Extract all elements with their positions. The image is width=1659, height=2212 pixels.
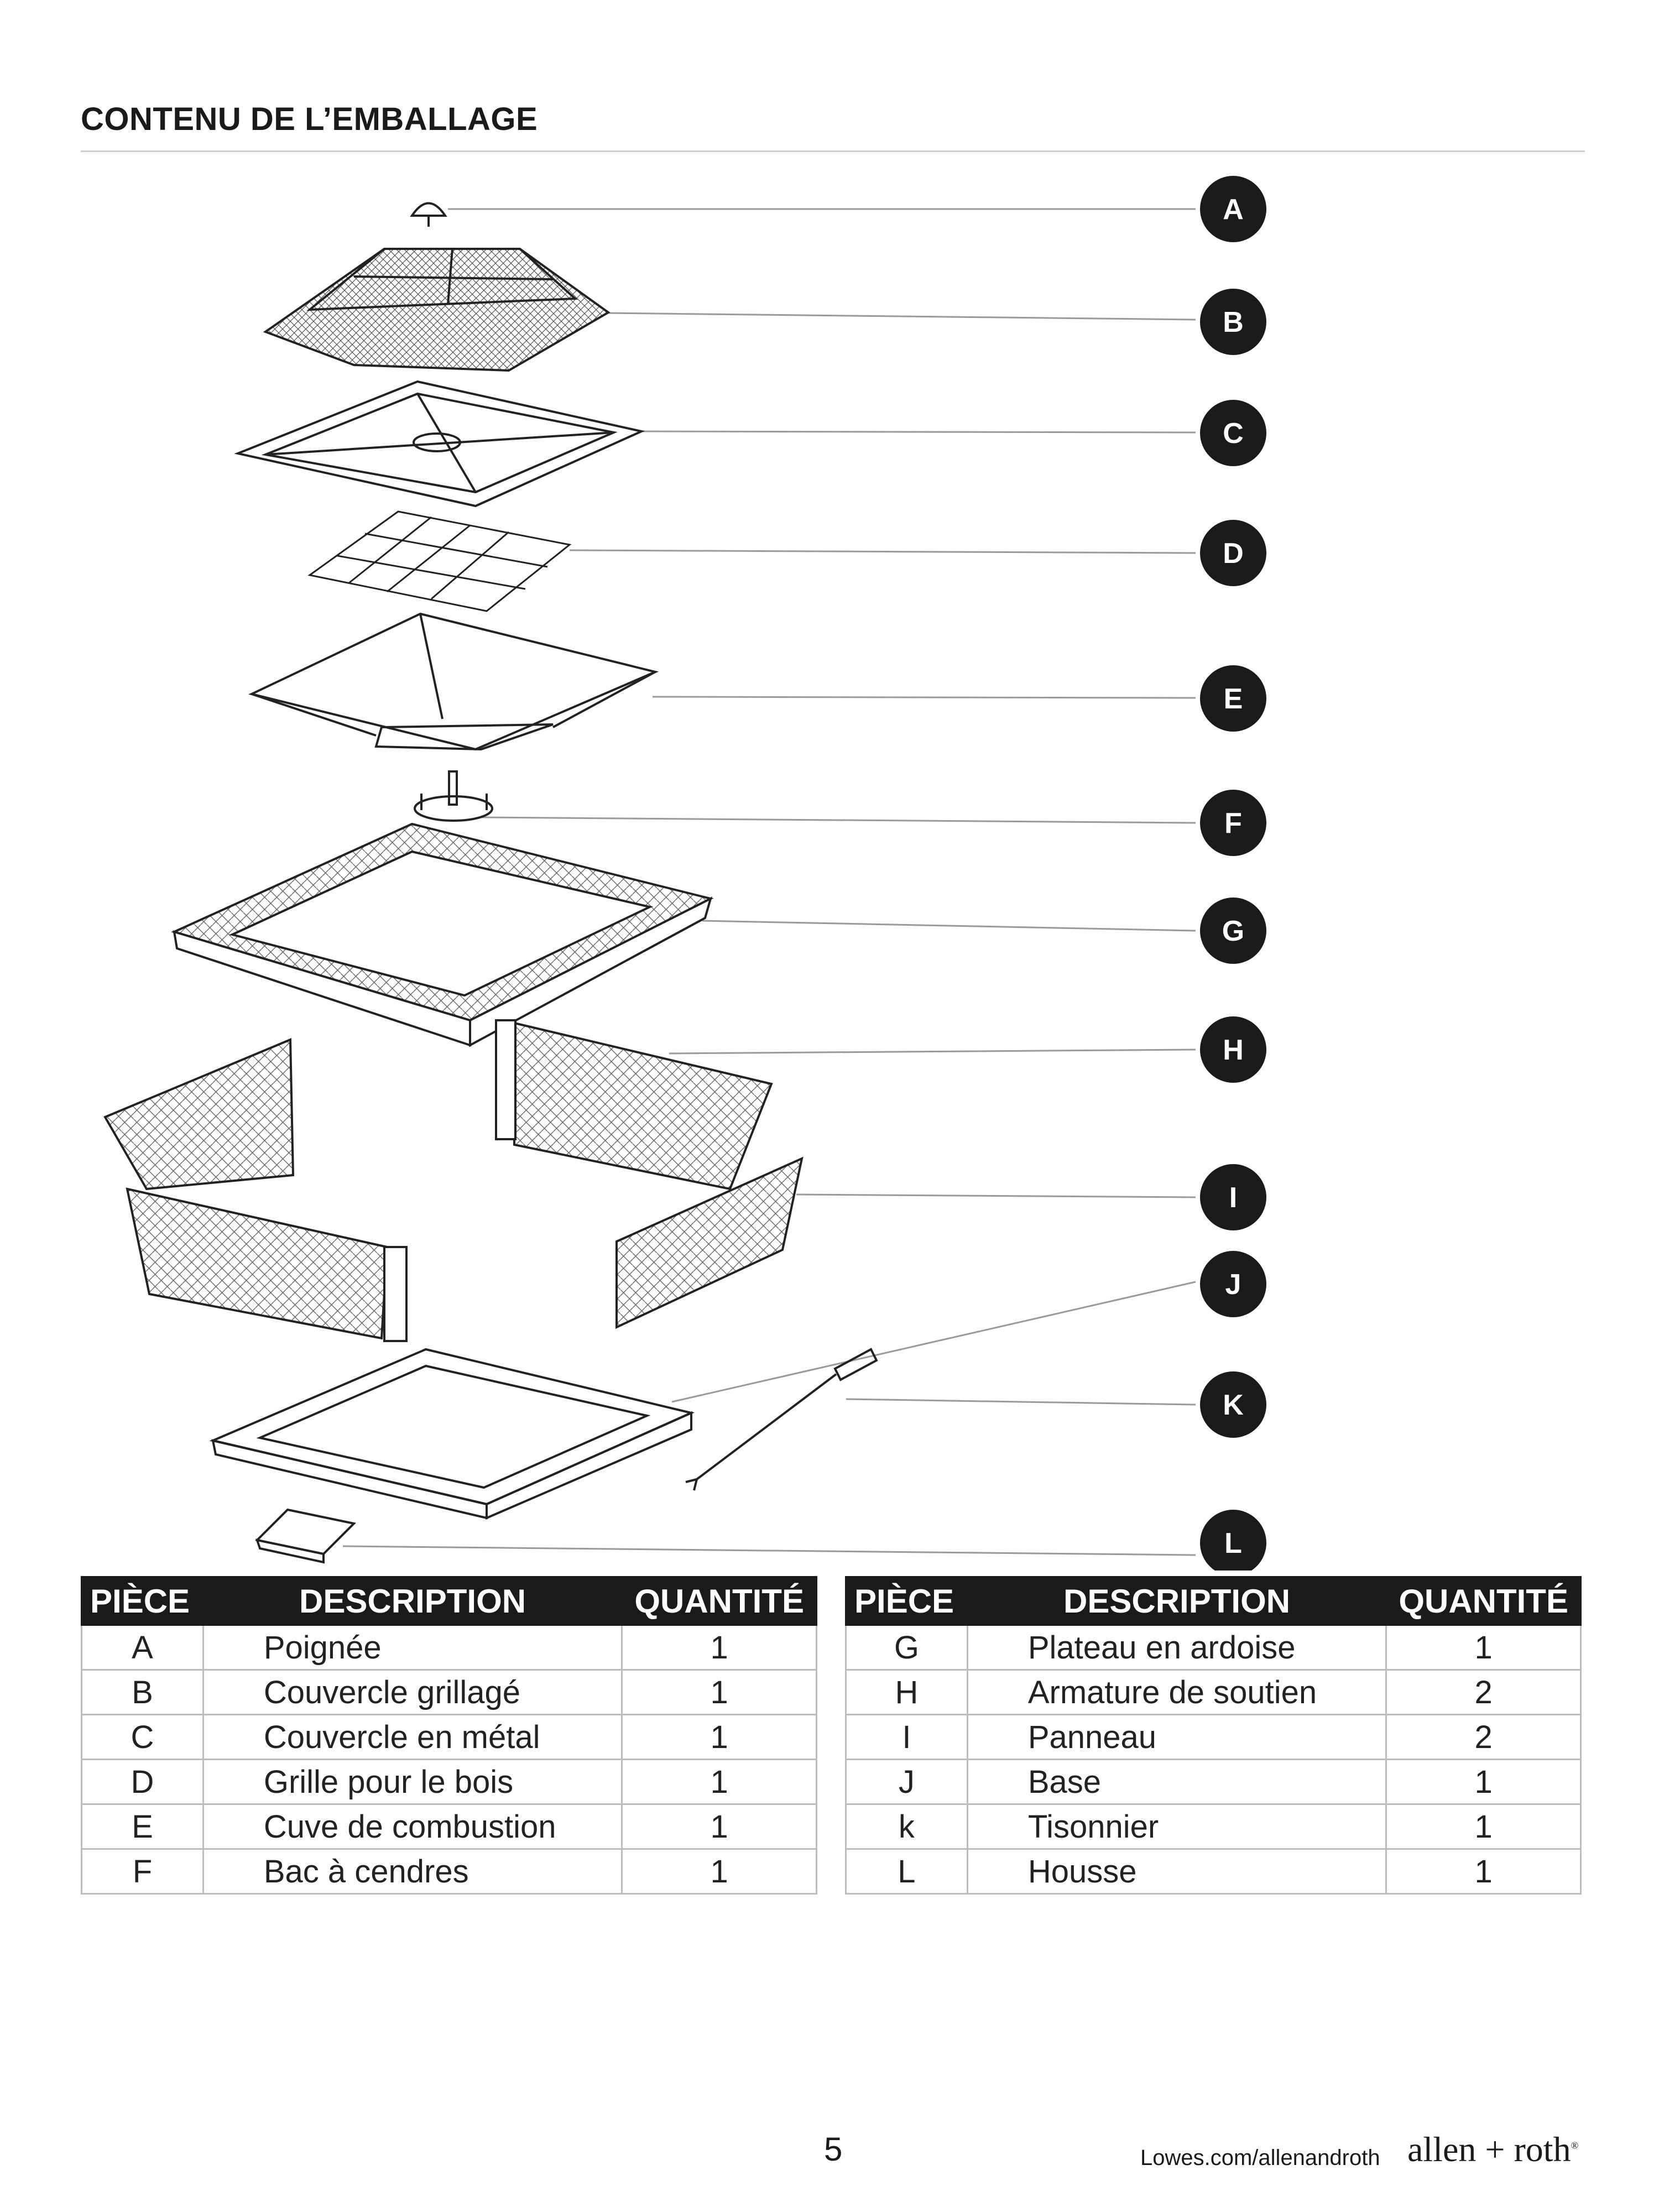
parts-table-left [81, 1576, 817, 1895]
exploded-parts-diagram [0, 166, 1659, 1571]
svg-text:J: J [1225, 1269, 1241, 1301]
description-cell: Tisonnier [967, 1804, 1386, 1849]
table-row [846, 1849, 1581, 1894]
piece-cell: C [82, 1715, 204, 1760]
brand-logo [1407, 2129, 1578, 2170]
quantity-cell: 1 [622, 1715, 817, 1760]
svg-text:L: L [1224, 1527, 1242, 1559]
quantity-cell: 1 [622, 1760, 817, 1804]
part-b-mesh-lid [265, 249, 608, 371]
quantity-cell: 1 [622, 1670, 817, 1715]
part-i-panel [127, 1159, 802, 1341]
callout-c [1200, 400, 1266, 466]
description-cell: Couvercle en métal [203, 1715, 622, 1760]
title-divider [81, 150, 1585, 152]
table-row [846, 1670, 1581, 1715]
callout-markers [1200, 176, 1266, 1571]
quantity-cell: 2 [1386, 1670, 1581, 1715]
svg-text:F: F [1224, 807, 1242, 839]
quantity-cell: 1 [1386, 1760, 1581, 1804]
svg-text:I: I [1229, 1182, 1238, 1214]
part-c-metal-lid [238, 382, 641, 506]
table-row [82, 1849, 817, 1894]
callout-j [1200, 1251, 1266, 1317]
header-piece: PIÈCE [82, 1577, 204, 1625]
svg-text:E: E [1223, 683, 1243, 715]
part-g-slate-tabletop [174, 824, 711, 1045]
brand-name: allen + roth [1407, 2130, 1571, 2169]
part-e-fire-bowl [252, 614, 655, 749]
quantity-cell: 1 [1386, 1625, 1581, 1670]
description-cell: Base [967, 1760, 1386, 1804]
callout-g [1200, 898, 1266, 964]
piece-cell: A [82, 1625, 204, 1670]
quantity-cell: 1 [1386, 1849, 1581, 1894]
description-cell: Cuve de combustion [203, 1804, 622, 1849]
page-title: CONTENU DE L’EMBALLAGE [81, 101, 538, 137]
piece-cell: E [82, 1804, 204, 1849]
piece-cell: D [82, 1760, 204, 1804]
header-description: DESCRIPTION [967, 1577, 1386, 1625]
part-a-handle [412, 204, 445, 227]
description-cell: Bac à cendres [203, 1849, 622, 1894]
piece-cell: L [846, 1849, 968, 1894]
svg-text:C: C [1223, 418, 1244, 450]
registered-mark: ® [1571, 2140, 1579, 2151]
piece-cell: F [82, 1849, 204, 1894]
description-cell: Couvercle grillagé [203, 1670, 622, 1715]
table-row [82, 1670, 817, 1715]
parts-table-right [845, 1576, 1582, 1895]
page-number: 5 [824, 2131, 843, 2168]
piece-cell: H [846, 1670, 968, 1715]
piece-cell: k [846, 1804, 968, 1849]
table-row [846, 1625, 1581, 1670]
table-row [846, 1804, 1581, 1849]
quantity-cell: 2 [1386, 1715, 1581, 1760]
table-row [846, 1715, 1581, 1760]
part-l-cover [257, 1510, 354, 1562]
callout-d [1200, 520, 1266, 586]
piece-cell: I [846, 1715, 968, 1760]
header-piece: PIÈCE [846, 1577, 968, 1625]
footer-url: Lowes.com/allenandroth [1140, 2146, 1380, 2170]
part-f-ash-pan [415, 771, 492, 821]
header-quantity: QUANTITÉ [622, 1577, 817, 1625]
piece-cell: G [846, 1625, 968, 1670]
callout-k [1200, 1371, 1266, 1438]
description-cell: Plateau en ardoise [967, 1625, 1386, 1670]
header-quantity: QUANTITÉ [1386, 1577, 1581, 1625]
svg-text:K: K [1223, 1389, 1244, 1421]
quantity-cell: 1 [622, 1849, 817, 1894]
header-description: DESCRIPTION [203, 1577, 622, 1625]
piece-cell: J [846, 1760, 968, 1804]
table-row [82, 1715, 817, 1760]
callout-f [1200, 790, 1266, 856]
part-k-poker [686, 1349, 877, 1490]
callout-l [1200, 1510, 1266, 1571]
quantity-cell: 1 [1386, 1804, 1581, 1849]
part-d-wood-grate [310, 512, 570, 611]
piece-cell: B [82, 1670, 204, 1715]
description-cell: Housse [967, 1849, 1386, 1894]
part-h-support-frame [105, 1020, 771, 1189]
table-row [846, 1760, 1581, 1804]
svg-text:H: H [1223, 1034, 1244, 1066]
callout-h [1200, 1016, 1266, 1083]
table-row [82, 1760, 817, 1804]
callout-a [1200, 176, 1266, 242]
quantity-cell: 1 [622, 1625, 817, 1670]
svg-text:B: B [1223, 306, 1244, 338]
callout-b [1200, 289, 1266, 355]
description-cell: Panneau [967, 1715, 1386, 1760]
callout-i [1200, 1164, 1266, 1230]
description-cell: Poignée [203, 1625, 622, 1670]
part-j-base [213, 1349, 691, 1518]
quantity-cell: 1 [622, 1804, 817, 1849]
svg-text:G: G [1222, 915, 1245, 947]
description-cell: Grille pour le bois [203, 1760, 622, 1804]
svg-text:D: D [1223, 538, 1244, 570]
table-row [82, 1625, 817, 1670]
svg-text:A: A [1223, 194, 1244, 226]
callout-e [1200, 665, 1266, 732]
table-row [82, 1804, 817, 1849]
description-cell: Armature de soutien [967, 1670, 1386, 1715]
